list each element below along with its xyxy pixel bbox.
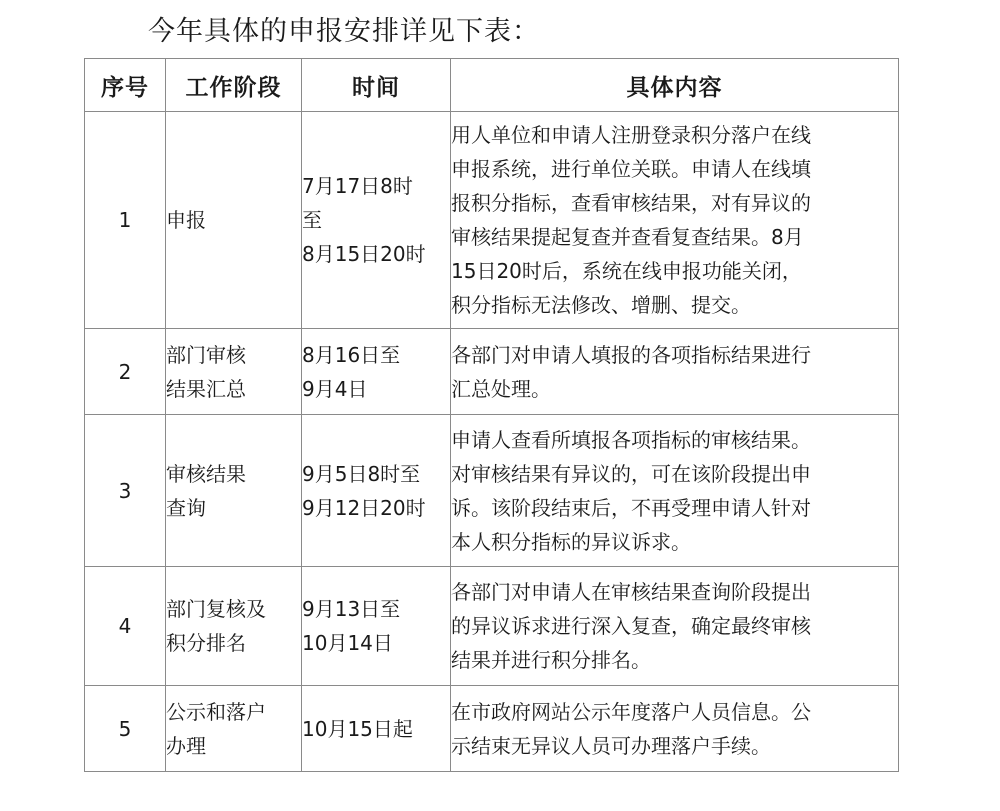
time-cell bbox=[302, 567, 451, 686]
detail-text: 结果并进行积分排名。 bbox=[451, 648, 651, 672]
detail-cell bbox=[451, 567, 899, 686]
detail-cell bbox=[451, 415, 899, 567]
detail-text: 在市政府网站公示年度落户人员信息。公 bbox=[451, 699, 811, 724]
stage-text: 公示和落户 bbox=[166, 699, 266, 724]
detail-text: 用人单位和申请人注册登录积分落户在线 bbox=[451, 123, 811, 147]
table-header-row bbox=[85, 59, 899, 112]
header-stage: 工作阶段 bbox=[166, 59, 302, 112]
detail-text: 对审核结果有异议的，可在该阶段提出申 bbox=[451, 461, 811, 486]
stage-text: 结果汇总 bbox=[166, 376, 246, 401]
table-row bbox=[85, 329, 899, 415]
stage-text: 积分排名 bbox=[166, 631, 246, 655]
detail-text: 积分指标无法修改、增删、提交。 bbox=[451, 293, 751, 317]
time-text: 至 bbox=[302, 208, 322, 232]
time-text: 9月13日至 bbox=[302, 597, 401, 621]
row-number: 1 bbox=[85, 112, 166, 329]
detail-text: 汇总处理。 bbox=[451, 376, 551, 401]
time-text: 9月5日8时至 bbox=[302, 461, 421, 486]
stage-text: 部门审核 bbox=[166, 342, 246, 367]
table-row bbox=[85, 567, 899, 686]
row-number: 2 bbox=[85, 329, 166, 415]
stage-text: 办理 bbox=[166, 733, 206, 758]
page-heading: 今年具体的申报安排详见下表： bbox=[148, 16, 540, 47]
detail-text: 15日20时后，系统在线申报功能关闭， bbox=[451, 259, 802, 283]
detail-text: 申请人查看所填报各项指标的审核结果。 bbox=[451, 427, 811, 452]
header-no: 序号 bbox=[85, 59, 166, 112]
detail-text: 各部门对申请人在审核结果查询阶段提出 bbox=[451, 580, 811, 604]
time-cell bbox=[302, 415, 451, 567]
time-cell bbox=[302, 329, 451, 415]
table-row bbox=[85, 112, 899, 329]
time-text: 8月16日至 bbox=[302, 342, 401, 367]
stage-text: 审核结果 bbox=[166, 461, 246, 486]
row-number: 4 bbox=[85, 567, 166, 686]
time-text: 10月15日起 bbox=[302, 716, 413, 741]
detail-text: 示结束无异议人员可办理落户手续。 bbox=[451, 733, 771, 758]
detail-cell bbox=[451, 686, 899, 772]
detail-text: 诉。该阶段结束后，不再受理申请人针对 bbox=[451, 495, 811, 520]
stage-cell bbox=[166, 329, 302, 415]
detail-text: 各部门对申请人填报的各项指标结果进行 bbox=[451, 342, 811, 367]
detail-text: 审核结果提起复查并查看复查结果。8月 bbox=[451, 225, 804, 249]
time-text: 7月17日8时 bbox=[302, 174, 413, 198]
row-number: 5 bbox=[85, 686, 166, 772]
stage-text: 查询 bbox=[166, 495, 206, 520]
stage-text: 申报 bbox=[166, 208, 206, 232]
detail-cell bbox=[451, 112, 899, 329]
stage-cell bbox=[166, 686, 302, 772]
stage-cell bbox=[166, 567, 302, 686]
detail-text: 本人积分指标的异议诉求。 bbox=[451, 529, 691, 554]
time-text: 8月15日20时 bbox=[302, 242, 426, 266]
detail-text: 申报系统，进行单位关联。申请人在线填 bbox=[451, 157, 811, 181]
time-text: 9月4日 bbox=[302, 376, 368, 401]
time-cell bbox=[302, 112, 451, 329]
detail-text: 报积分指标，查看审核结果，对有异议的 bbox=[451, 191, 811, 215]
row-number: 3 bbox=[85, 415, 166, 567]
schedule-table bbox=[84, 58, 899, 772]
time-cell bbox=[302, 686, 451, 772]
stage-cell bbox=[166, 112, 302, 329]
header-time: 时间 bbox=[302, 59, 451, 112]
time-text: 10月14日 bbox=[302, 631, 393, 655]
stage-text: 部门复核及 bbox=[166, 597, 266, 621]
detail-text: 的异议诉求进行深入复查，确定最终审核 bbox=[451, 614, 811, 638]
table-row bbox=[85, 415, 899, 567]
time-text: 9月12日20时 bbox=[302, 495, 426, 520]
table-row bbox=[85, 686, 899, 772]
stage-cell bbox=[166, 415, 302, 567]
detail-cell bbox=[451, 329, 899, 415]
header-detail: 具体内容 bbox=[451, 59, 899, 112]
